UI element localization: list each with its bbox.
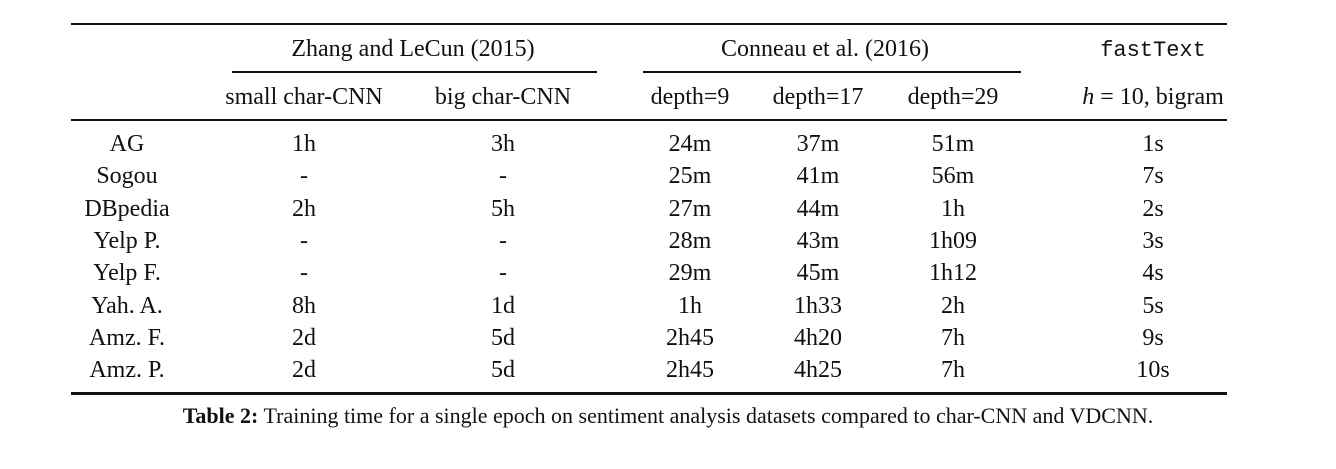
big-char-cnn-time: - [499, 260, 507, 287]
big-char-cnn-time: 1d [491, 292, 515, 319]
header-rule [71, 119, 1227, 121]
big-char-cnn-time: - [499, 163, 507, 190]
group-header-zhang: Zhang and LeCun (2015) [291, 36, 535, 62]
depth-17-time: 41m [796, 163, 840, 190]
small-char-cnn-time: - [300, 260, 308, 287]
depth-9-time: 24m [668, 131, 712, 157]
dataset-name: Yah. A. [91, 292, 163, 319]
fasttext-time: 3s [1142, 227, 1164, 254]
small-char-cnn-time: 2d [292, 357, 316, 384]
group-header-fasttext: fastText [1100, 38, 1206, 63]
dataset-name: AG [109, 131, 145, 157]
depth-29-time: 51m [931, 131, 975, 157]
dataset-name: Sogou [96, 163, 158, 190]
col-header-depth-9: depth=9 [650, 84, 730, 110]
dataset-name: DBpedia [84, 195, 170, 222]
conneau-group-rule [643, 71, 1021, 73]
table-caption [0, 402, 1336, 430]
depth-9-time: 27m [668, 195, 712, 222]
depth-17-time: 1h33 [794, 292, 842, 319]
big-char-cnn-time: 5d [491, 357, 515, 384]
depth-17-time: 44m [796, 195, 840, 222]
depth-29-time: 7h [941, 324, 965, 351]
fasttext-time: 7s [1142, 163, 1164, 190]
zhang-group-rule [232, 71, 597, 73]
fasttext-config-text: = 10, bigram [1094, 84, 1224, 110]
small-char-cnn-time: - [300, 163, 308, 190]
depth-9-time: 25m [668, 163, 712, 190]
depth-17-time: 43m [796, 227, 840, 254]
big-char-cnn-time: 5h [491, 195, 515, 222]
depth-29-time: 2h [941, 292, 965, 319]
small-char-cnn-time: 2h [292, 195, 316, 222]
depth-17-time: 4h20 [794, 324, 842, 351]
col-header-depth-29: depth=29 [907, 84, 999, 110]
bottom-rule [71, 392, 1227, 395]
fasttext-time: 1s [1142, 131, 1164, 157]
caption-label: Table 2: [182, 403, 259, 428]
col-header-fasttext-config [1082, 83, 1224, 111]
depth-9-time: 29m [668, 260, 712, 287]
depth-9-time: 1h [678, 292, 702, 319]
group-header-conneau: Conneau et al. (2016) [721, 36, 929, 62]
depth-29-time: 1h09 [929, 227, 977, 254]
big-char-cnn-time: 5d [491, 324, 515, 351]
depth-29-time: 7h [941, 357, 965, 384]
depth-9-time: 2h45 [666, 357, 714, 384]
small-char-cnn-time: 1h [292, 131, 316, 157]
depth-17-time: 4h25 [794, 357, 842, 384]
depth-17-time: 45m [796, 260, 840, 287]
fasttext-time: 2s [1142, 195, 1164, 222]
big-char-cnn-time: 3h [491, 131, 515, 157]
depth-29-time: 56m [931, 163, 975, 190]
dataset-name: Amz. P. [89, 357, 165, 384]
depth-9-time: 28m [668, 227, 712, 254]
depth-17-time: 37m [796, 131, 840, 157]
caption-text: Training time for a single epoch on sentiment analysis datasets compared to char-CNN and VDCNN. [258, 403, 1154, 428]
fasttext-h-symbol: h [1082, 84, 1095, 110]
depth-29-time: 1h12 [929, 260, 977, 287]
fasttext-time: 5s [1142, 292, 1164, 319]
big-char-cnn-time: - [499, 227, 507, 254]
col-header-big-char-cnn: big char-CNN [434, 84, 572, 110]
col-header-depth-17: depth=17 [772, 84, 864, 110]
small-char-cnn-time: 8h [292, 292, 316, 319]
col-header-small-char-cnn: small char-CNN [225, 84, 383, 110]
small-char-cnn-time: - [300, 227, 308, 254]
fasttext-time: 10s [1136, 357, 1170, 384]
dataset-name: Amz. F. [88, 324, 166, 351]
dataset-name: Yelp F. [93, 260, 161, 287]
fasttext-time: 4s [1142, 260, 1164, 287]
depth-29-time: 1h [941, 195, 965, 222]
top-rule [71, 23, 1227, 25]
fasttext-time: 9s [1142, 324, 1164, 351]
small-char-cnn-time: 2d [292, 324, 316, 351]
dataset-name: Yelp P. [93, 227, 161, 254]
depth-9-time: 2h45 [666, 324, 714, 351]
